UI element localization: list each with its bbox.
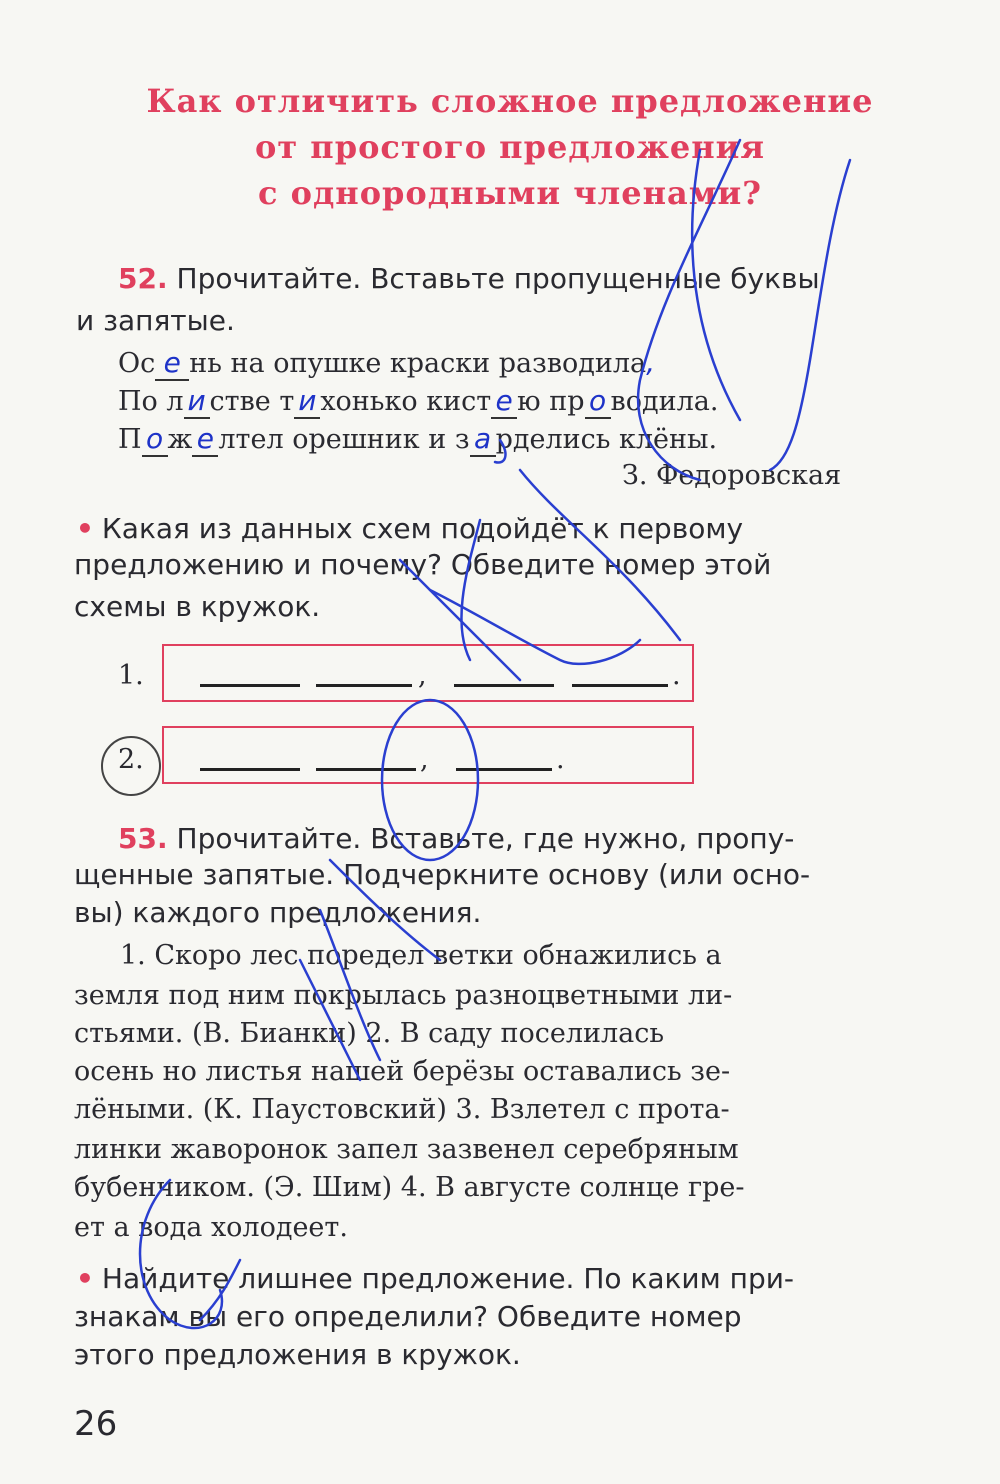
text-line-3: стьями. (В. Бианки) 2. В саду поселилась — [74, 1018, 665, 1049]
text-line-4: осень но листья нашей берёзы оставались зе- — [74, 1056, 731, 1087]
inserted-letter: е — [163, 346, 181, 379]
scheme-dash — [316, 684, 412, 687]
scheme-dash — [456, 768, 552, 771]
scheme-dash — [572, 684, 668, 687]
task-line-3: схемы в кружок. — [74, 590, 321, 623]
bullet-icon: • — [76, 512, 94, 545]
scheme-comma: , — [418, 660, 427, 691]
title-line-3: с однородными членами? — [257, 174, 763, 212]
scheme-2-box — [162, 726, 694, 784]
poem-line-2: По л и стве т и хонько кист е ю пр о водила. — [118, 384, 719, 417]
poem-author: З. Федоровская — [622, 460, 842, 491]
text-line-7: бубенчиком. (Э. Шим) 4. В августе солнце гре- — [74, 1172, 745, 1203]
task-line-1: • Найдите лишнее предложение. По каким при- — [76, 1262, 795, 1295]
task-line-1: • Какая из данных схем подойдёт к первому — [76, 512, 744, 545]
scheme-period: . — [556, 744, 565, 775]
exercise-number: 52. — [118, 262, 168, 295]
title-line-2: от простого предложения — [254, 128, 766, 166]
title-line-1: Как отличить сложное предложение — [146, 82, 874, 120]
poem-line-1: Ос е нь на опушке краски разводила, — [118, 346, 656, 379]
text-line-5: лёными. (К. Паустовский) 3. Взлетел с прота- — [74, 1094, 730, 1125]
task-line-2: знакам вы его определили? Обведите номер — [74, 1300, 742, 1333]
inserted-comma: , — [646, 346, 656, 379]
text-line-6: линки жаворонок запел зазвенел серебряным — [74, 1134, 739, 1165]
text-line-2: земля под ним покрылась разноцветными ли- — [74, 980, 733, 1011]
text-line-8: ет а вода холодеет. — [74, 1212, 348, 1243]
scheme-1-number: 1. — [118, 660, 144, 691]
task-line-3: этого предложения в кружок. — [74, 1338, 521, 1371]
section-title — [90, 78, 930, 216]
exercise-instruction-cont: щенные запятые. Подчеркните основу (или осно- — [74, 858, 811, 891]
scheme-comma: , — [420, 744, 429, 775]
bullet-icon: • — [76, 1262, 94, 1295]
exercise-instruction: Прочитайте. Вставьте, где нужно, пропу- — [176, 822, 795, 855]
scheme-dash — [316, 768, 416, 771]
exercise-instruction-cont: и запятые. — [76, 304, 235, 337]
task-line-2: предложению и почему? Обведите номер этой — [74, 548, 772, 581]
exercise-52-header — [118, 262, 820, 295]
scheme-2-number: 2. — [118, 744, 144, 775]
scheme-period: . — [672, 660, 681, 691]
scheme-dash — [200, 768, 300, 771]
exercise-instruction: Прочитайте. Вставьте пропущенные буквы — [176, 262, 820, 295]
exercise-number: 53. — [118, 822, 168, 855]
poem-line-3: П о ж е лтел орешник и з а рделись клёны. — [118, 422, 718, 455]
exercise-instruction-cont: вы) каждого предложения. — [74, 896, 482, 929]
page-number: 26 — [74, 1404, 118, 1444]
text-line-1: 1. Скоро лес поредел ветки обнажились а — [120, 940, 722, 971]
scheme-dash — [454, 684, 554, 687]
scheme-dash — [200, 684, 300, 687]
exercise-53-header — [118, 822, 794, 855]
scheme-1-box — [162, 644, 694, 702]
